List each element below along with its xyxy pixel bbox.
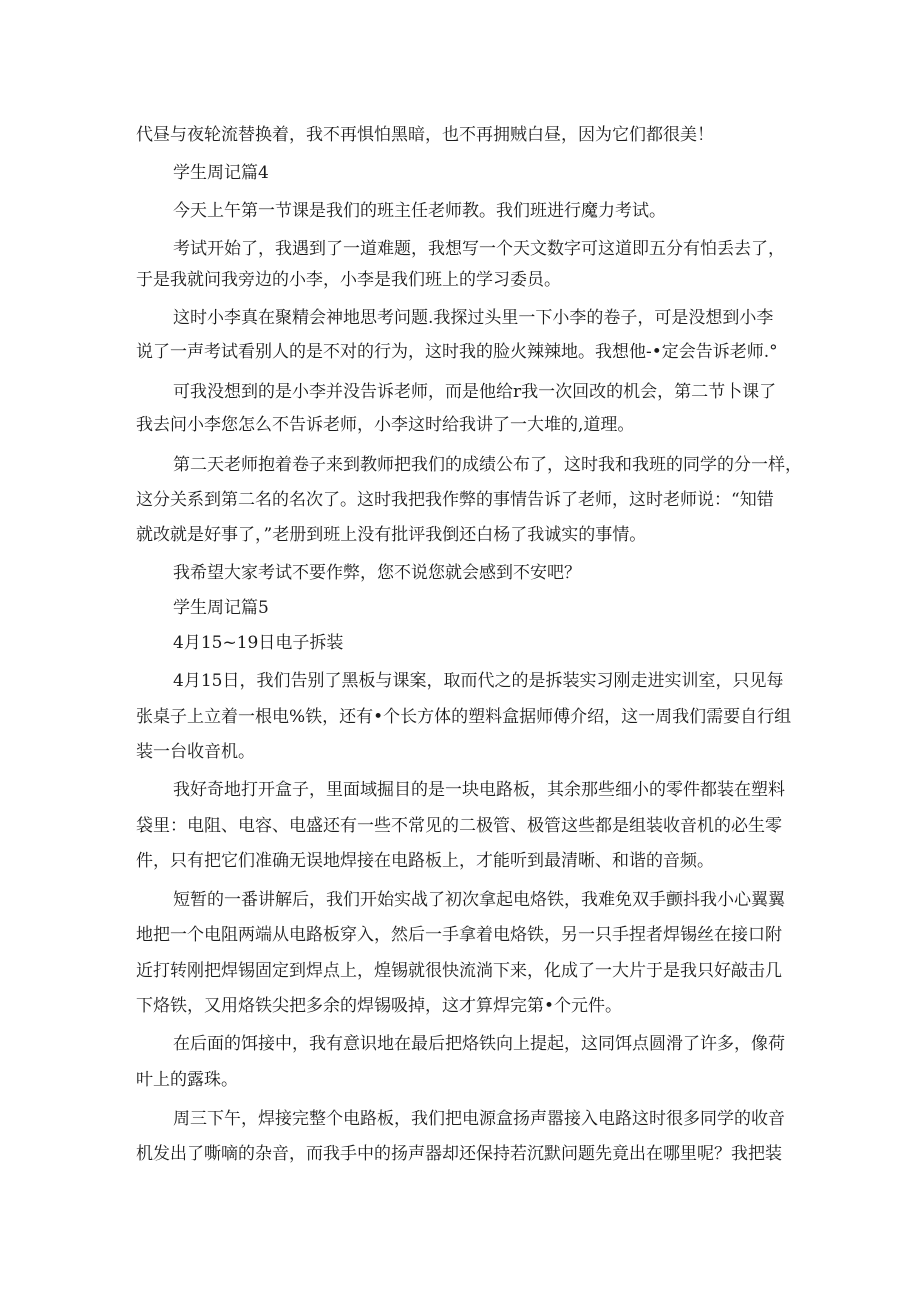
paragraph-line: 我好奇地打开盒子，里面域掘目的是一块电路板，其余那些细小的零件都装在塑料	[173, 780, 785, 800]
paragraph-line: 考试开始了，我遇到了一道难题，我想写一个天文数字可这道即五分有怕丢去了，	[173, 239, 785, 259]
paragraph-line: 张桌子上立着一根电%铁，还有•个长方体的塑料盒据师傅介绍，这一周我们需要自行组	[136, 707, 792, 727]
paragraph-line: 于是我就问我旁边的小李，小李是我们班上的学习委员。	[136, 270, 561, 290]
paragraph-line: 我去问小李您怎么不告诉老师，小李这时给我讲了一大堆的,道理。	[136, 415, 635, 435]
paragraph-line: 件，只有把它们准确无误地焊接在电路板上，才能听到最清晰、和谐的音频。	[136, 851, 714, 871]
paragraph-line: 地把一个电阻两端从电路板穿入，然后一手拿着电烙铁，另一只手捏者焊锡丝在接口附	[136, 925, 782, 945]
paragraph-line: 我希望大家考试不要作弊，您不说您就会感到不安吧？	[173, 563, 581, 583]
paragraph-line: 叶上的露珠。	[136, 1070, 238, 1090]
section-heading: 学生周记篇4	[173, 163, 269, 183]
paragraph-line: 代昼与夜轮流替换着，我不再惧怕黑暗，也不再拥贼白昼，因为它们都很美！	[136, 125, 714, 145]
paragraph-line: 近打转刚把焊锡固定到焊点上，煌锡就很快流淌下来，化成了一大片于是我只好敲击几	[136, 961, 782, 981]
paragraph-line: 就改就是好事了，”老册到班上没有批评我倒还白杨了我诚实的事情。	[136, 525, 647, 545]
paragraph-line: 今天上午第一节课是我们的班主任老师教。我们班进行魔力考试。	[173, 201, 666, 221]
paragraph-line: 这时小李真在聚精会神地思考问题.我探过头里一下小李的卷子，可是没想到小李	[173, 308, 774, 328]
paragraph-line: 说了一声考试看别人的是不对的行为，这时我的脸火辣辣地。我想他-•定会告诉老师.°	[136, 342, 778, 362]
paragraph-line: 装一台收音机。	[136, 742, 255, 762]
section-heading: 学生周记篇5	[173, 598, 269, 618]
paragraph-line: 在后面的饵接中，我有意识地在最后把烙铁向上提起，这同饵点圆滑了许多，像荷	[173, 1034, 785, 1054]
paragraph-line: 下烙铁，又用烙铁尖把多余的焊锡吸掉，这才算焊完第•个元件。	[136, 996, 623, 1016]
paragraph-line: 袋里：电阻、电容、电盛还有一些不常见的二极管、极管这些都是组装收音机的必生零	[136, 816, 782, 836]
paragraph-line: 机发出了嘶嘀的杂音，而我手中的扬声器却还保持若沉默问题先竟出在哪里呢？我把装	[136, 1144, 782, 1164]
paragraph-line: 短暂的一番讲解后，我们开始实战了初次拿起电烙铁，我难免双手颤抖我小心翼翼	[173, 890, 785, 910]
section-subheading: 4月15~19日电子拆装	[173, 633, 344, 653]
paragraph-line: 第二天老师抱着卷子来到教师把我们的成绩公布了，这时我和我班的同学的分一样，	[173, 455, 802, 475]
paragraph-line: 可我没想到的是小李并没告诉老师，而是他给r我一次回改的机会，第二节卜课了	[173, 382, 777, 402]
paragraph-line: 周三下午，焊接完整个电路板，我们把电源盒扬声嚣接入电路这时很多同学的收音	[173, 1109, 785, 1129]
paragraph-line: 4月15日，我们告别了黑板与课案，取而代之的是拆装实习刚走进实训室，只见每	[173, 671, 784, 691]
paragraph-line: 这分关系到第二名的名次了。这时我把我作弊的事情告诉了老师，这时老师说：“知错	[136, 490, 774, 510]
